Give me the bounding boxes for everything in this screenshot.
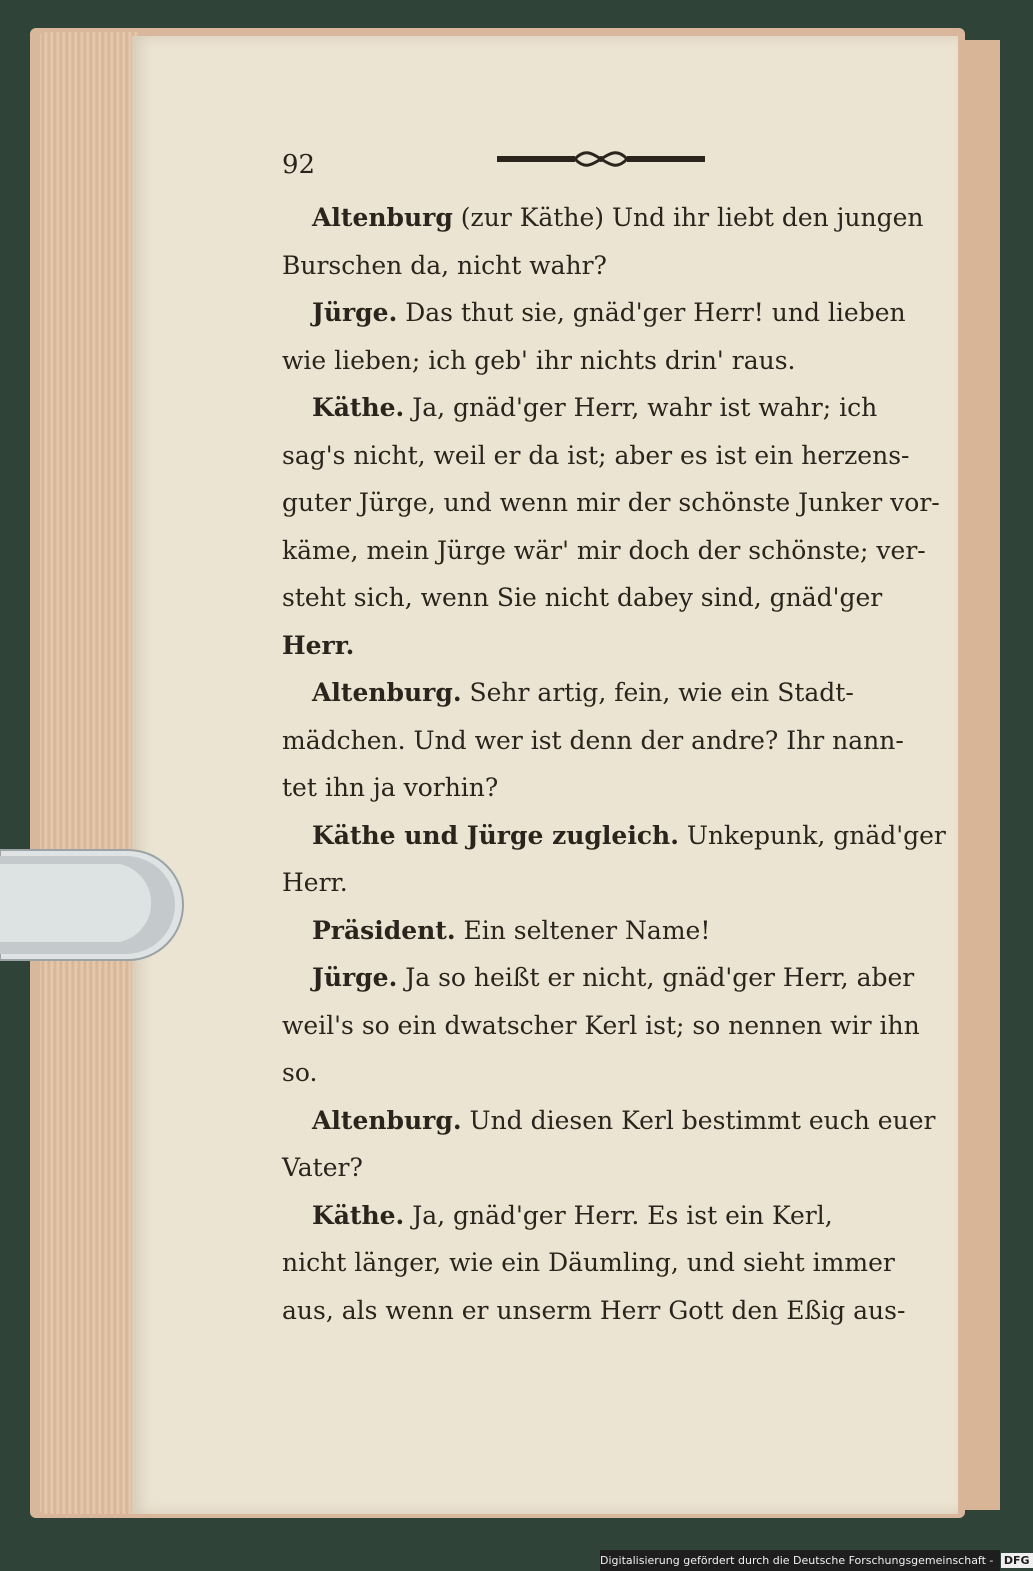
text-line (282, 812, 946, 860)
line-text: Ja, gnäd'ger Herr, wahr ist wahr; ich (404, 393, 878, 422)
text-line (282, 1192, 908, 1240)
text-line (282, 1239, 908, 1287)
page-number: 92 (282, 150, 316, 180)
page-edges (40, 32, 140, 1514)
line-text: wie lieben; ich geb' ihr nichts drin' raus. (282, 345, 796, 375)
text-line (282, 859, 908, 907)
speaker-name: Altenburg. (312, 1105, 462, 1135)
text-line (282, 1287, 908, 1335)
text-line (282, 194, 924, 242)
line-text: weil's so ein dwatscher Kerl ist; so nennen wir ihn (282, 1010, 920, 1040)
page-turn-handle[interactable] (0, 842, 190, 968)
line-text: tet ihn ja vorhin? (282, 773, 499, 802)
text-line (282, 669, 908, 717)
speaker-name: Herr. (282, 630, 355, 660)
line-text: Ja, gnäd'ger Herr. Es ist ein Kerl, (404, 1200, 833, 1230)
line-text: Sehr artig, fein, wie ein Stadt- (461, 678, 854, 707)
line-text: (zur Käthe) Und ihr liebt den jungen (452, 203, 924, 232)
text-line (282, 1097, 936, 1145)
text-line (282, 907, 908, 955)
line-text: mädchen. Und wer ist denn der andre? Ihr nann- (282, 725, 904, 755)
line-text: aus, als wenn er unserm Herr Gott den Eßig aus- (282, 1295, 906, 1325)
speaker-name: Jürge. (312, 298, 398, 327)
facing-page-edge (960, 40, 1000, 1510)
speaker-name: Altenburg (312, 203, 453, 232)
line-text: Burschen da, nicht wahr? (282, 250, 607, 280)
text-line (282, 527, 926, 575)
text-line (282, 337, 908, 385)
text-line (282, 717, 908, 765)
header-ornament (497, 150, 705, 168)
speaker-name: Käthe. (312, 393, 405, 422)
speaker-name: Käthe. (312, 1200, 405, 1230)
page-text (282, 194, 946, 1334)
line-text: Das thut sie, gnäd'ger Herr! und lieben (397, 298, 906, 327)
text-line (282, 479, 940, 527)
text-line (282, 1144, 908, 1192)
line-text: Vater? (282, 1153, 363, 1182)
text-line (282, 432, 908, 480)
speaker-name: Präsident. (312, 915, 456, 945)
text-line (282, 1049, 908, 1097)
line-text: Ja so heißt er nicht, gnäd'ger Herr, aber (397, 963, 915, 992)
text-line (282, 1002, 920, 1050)
speaker-name: Jürge. (312, 963, 398, 992)
line-text: Und diesen Kerl bestimmt euch euer (461, 1105, 936, 1135)
text-line (282, 574, 908, 622)
speaker-name: Altenburg. (312, 678, 462, 707)
line-text: nicht länger, wie ein Däumling, und sieht immer (282, 1248, 895, 1277)
text-line (282, 242, 908, 290)
line-text: käme, mein Jürge wär' mir doch der schönste; ver- (282, 535, 926, 565)
line-text: guter Jürge, und wenn mir der schönste Junker vor- (282, 488, 940, 517)
footer-bar (600, 1550, 1030, 1571)
footer-credit: Digitalisierung gefördert durch die Deutsche Forschungsgemeinschaft - (600, 1554, 994, 1567)
line-text: sag's nicht, weil er da ist; aber es ist ein herzens- (282, 440, 910, 470)
dfg-logo: DFG (1001, 1553, 1033, 1568)
text-line (282, 622, 908, 670)
text-line (282, 384, 908, 432)
text-line (282, 764, 908, 812)
line-text: Ein seltener Name! (455, 915, 711, 945)
line-text: so. (282, 1058, 318, 1087)
text-line (282, 954, 915, 1002)
line-text: Herr. (282, 868, 348, 897)
speaker-name: Käthe und Jürge zugleich. (312, 820, 679, 850)
line-text: steht sich, wenn Sie nicht dabey sind, gnäd'ger (282, 583, 883, 612)
text-line (282, 289, 908, 337)
line-text: Unkepunk, gnäd'ger (678, 820, 946, 850)
